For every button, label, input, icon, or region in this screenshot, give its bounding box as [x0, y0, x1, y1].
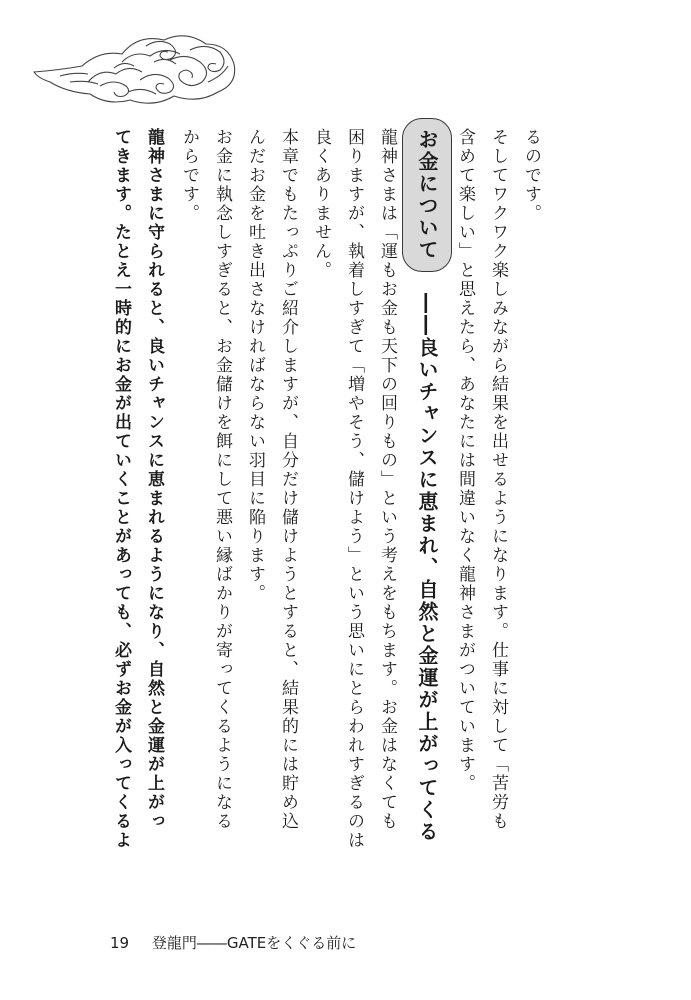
body-paragraph-line: 含めて楽しい」と思えたら、あなたには間違いなく龍神さまがついています。 [455, 128, 475, 793]
body-paragraph-line: からです。 [179, 128, 199, 223]
section-heading [402, 118, 452, 843]
bold-paragraph-line: 龍神さまに守られると、良いチャンスに恵まれるようになり、自然と金運が上がっ [144, 128, 164, 831]
body-text-bold [104, 128, 170, 850]
running-title: 登龍門――GATEをくぐる前に [151, 934, 357, 952]
body-paragraph-line: んだお金を吐き出さなければならない羽目に陥ります。 [245, 128, 265, 603]
body-paragraph-line: そしてワクワク楽しみながら結果を出せるようになります。仕事に対して「苦労も [488, 128, 508, 831]
cloud-swirl-icon [30, 20, 240, 110]
section-heading-subtitle: ――良いチャンスに恵まれ、自然と金運が上がってくる [415, 292, 439, 843]
page-footer [110, 932, 356, 953]
body-paragraph-line: 龍神さまは「運もお金も天下の回りもの」という考えをもちます。お金はなくても [377, 128, 397, 831]
body-paragraph-line: 良くありません。 [311, 128, 331, 280]
body-paragraph-line: るのです。 [521, 128, 541, 223]
body-paragraph-line: 本章でもたっぷりご紹介しますが、自分だけ儲けようとすると、結果的には貯め込 [278, 128, 298, 831]
body-text-middle [172, 128, 403, 850]
section-heading-tab: お金について [402, 118, 452, 272]
body-paragraph-line: 困りますが、執着しすぎて「増やそう、儲けよう」という思いにとらわれすぎるのは [344, 128, 364, 850]
bold-paragraph-line: てきます。たとえ一時的にお金が出ていくことがあっても、必ずお金が入ってくるよ [111, 128, 131, 850]
body-text-upper [448, 128, 547, 898]
page-number: 19 [110, 934, 130, 952]
body-paragraph-line: お金に執念しすぎると、お金儲けを餌にして悪い縁ばかりが寄ってくるようになる [212, 128, 232, 831]
